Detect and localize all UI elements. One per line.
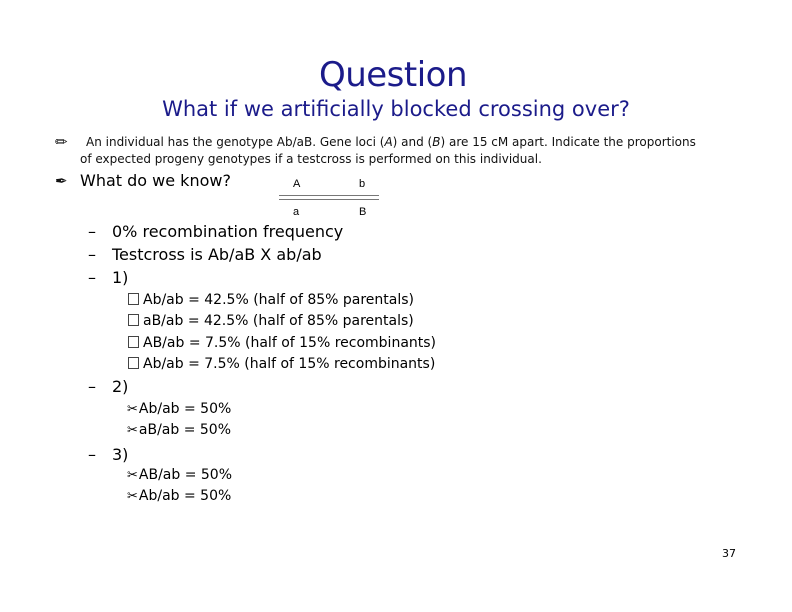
- list-item: ✂AB/ab = 50%: [127, 467, 233, 483]
- list-item: ✂Ab/ab = 50%: [127, 488, 232, 504]
- checkbox-icon: [128, 314, 139, 326]
- slide-title: Question: [318, 55, 468, 95]
- list-item: Ab/ab = 42.5% (half of 85% parentals): [128, 292, 414, 308]
- point-option-3: 3): [112, 445, 129, 464]
- list-item: ✂aB/ab = 50%: [127, 422, 232, 438]
- dash-icon: –: [88, 222, 96, 241]
- scissors-icon: ✂: [127, 468, 138, 483]
- dash-icon: –: [88, 245, 96, 264]
- allele-bottom-left: a: [293, 206, 300, 218]
- question-text: What do we know?: [80, 171, 231, 190]
- point-recombination: 0% recombination frequency: [112, 222, 344, 241]
- chromosome-line-top: [279, 195, 379, 196]
- pen-icon: ✒: [55, 172, 68, 190]
- point-testcross: Testcross is Ab/aB X ab/ab: [112, 245, 322, 264]
- problem-line-1: An individual has the genotype Ab/aB. Gene loci (A) and (B) are 15 cM apart. Indicate the proportions: [86, 135, 696, 149]
- list-item: ✂Ab/ab = 50%: [127, 401, 232, 417]
- allele-top-right: b: [359, 178, 366, 190]
- list-item: AB/ab = 7.5% (half of 15% recombinants): [128, 335, 436, 351]
- pencil-icon: ✏: [55, 133, 68, 151]
- list-item: Ab/ab = 7.5% (half of 15% recombinants): [128, 356, 435, 372]
- scissors-icon: ✂: [127, 489, 138, 504]
- list-item: aB/ab = 42.5% (half of 85% parentals): [128, 313, 414, 329]
- problem-line-2: of expected progeny genotypes if a testcross is performed on this individual.: [80, 152, 542, 166]
- checkbox-icon: [128, 357, 139, 369]
- dash-icon: –: [88, 445, 96, 464]
- point-option-2: 2): [112, 377, 129, 396]
- checkbox-icon: [128, 336, 139, 348]
- chromosome-line-bottom: [279, 199, 379, 200]
- dash-icon: –: [88, 377, 96, 396]
- allele-bottom-right: B: [359, 206, 367, 218]
- allele-top-left: A: [293, 178, 301, 190]
- scissors-icon: ✂: [127, 423, 138, 438]
- dash-icon: –: [88, 268, 96, 287]
- scissors-icon: ✂: [127, 402, 138, 417]
- point-option-1: 1): [112, 268, 129, 287]
- slide-subtitle: What if we artificially blocked crossing over?: [162, 97, 630, 121]
- page-number: 37: [722, 547, 736, 560]
- checkbox-icon: [128, 293, 139, 305]
